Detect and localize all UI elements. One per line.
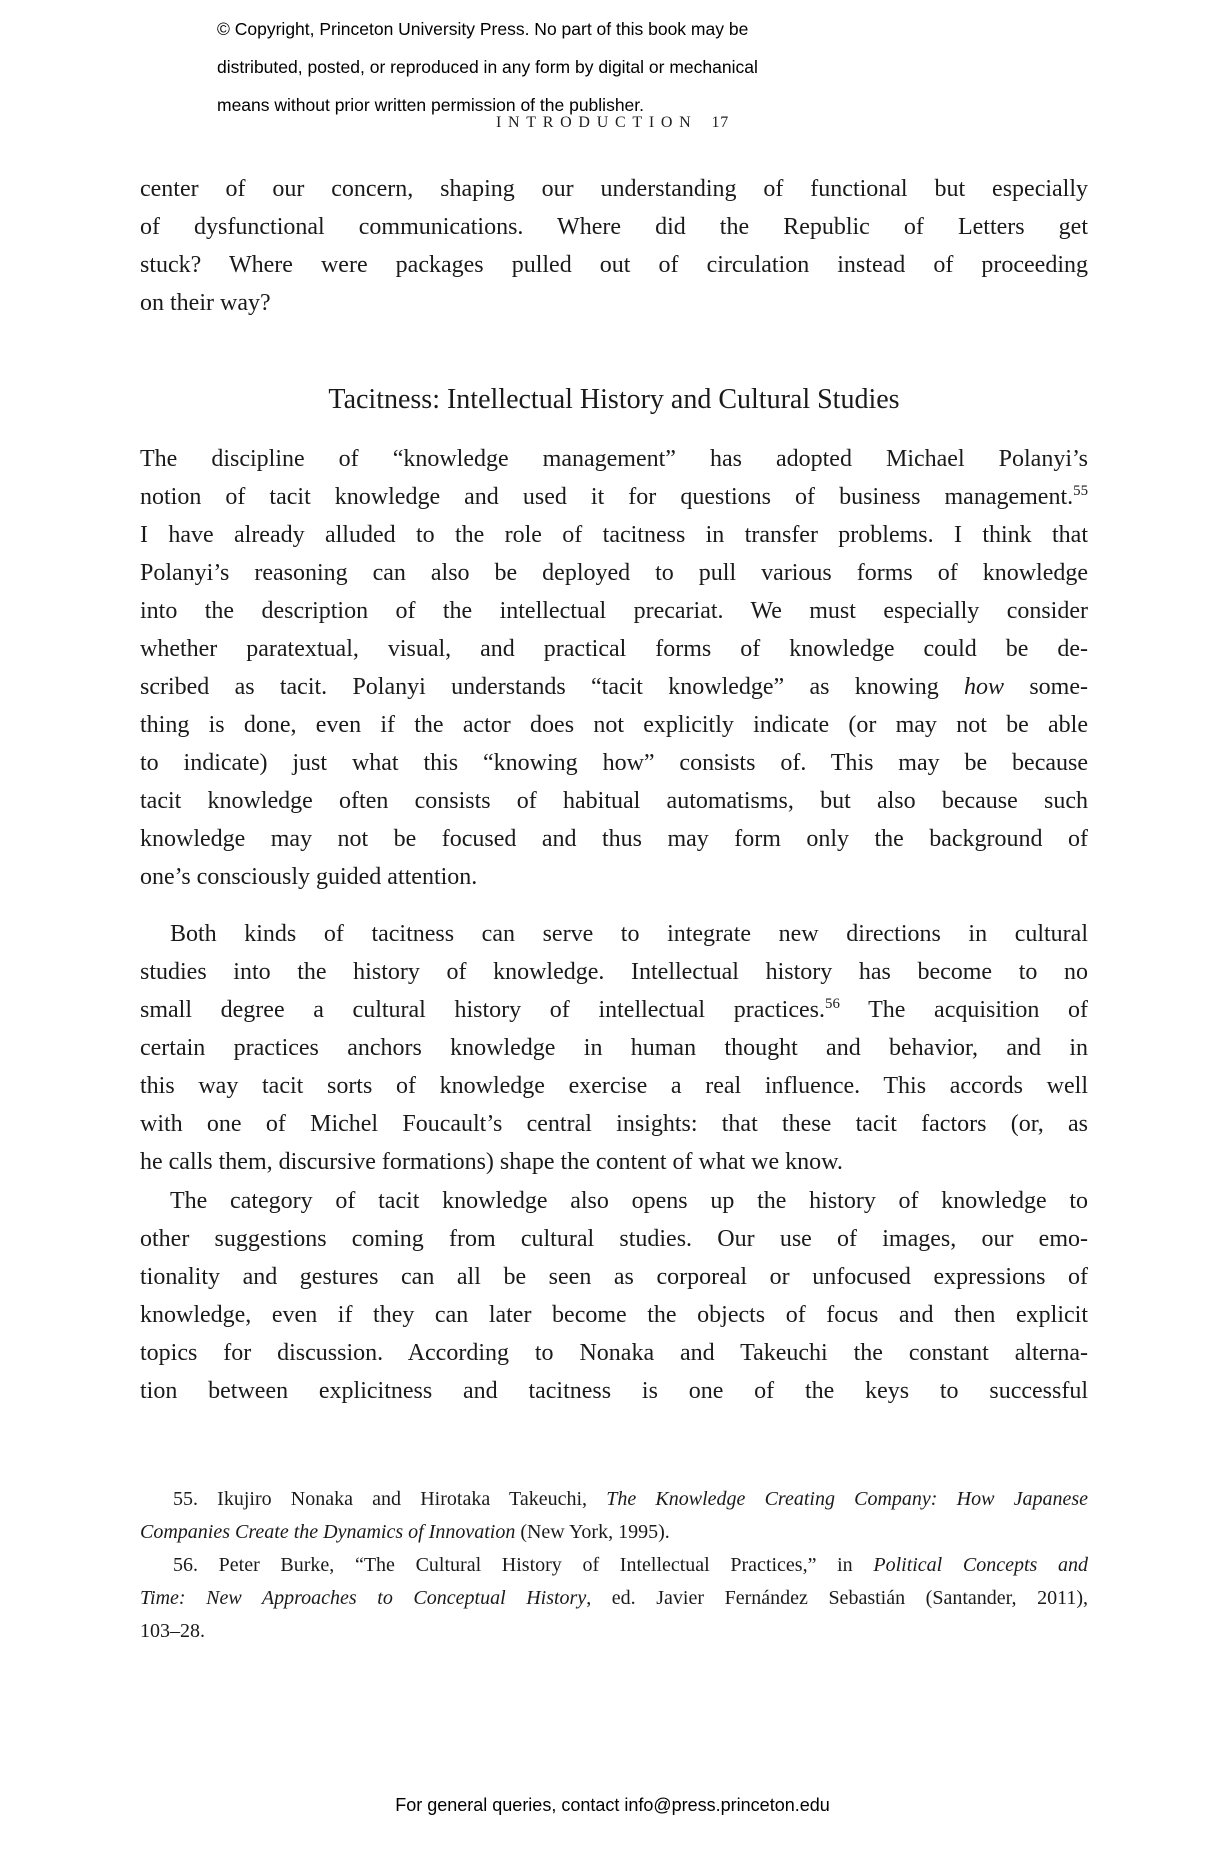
text-line: this way tacit sorts of knowledge exercise a real influence. This accords well <box>140 1073 1088 1099</box>
body-paragraph-1 <box>140 170 1088 322</box>
text-line: center of our concern, shaping our understanding of functional but especially <box>140 176 1088 202</box>
text-line: 56. Peter Burke, “The Cultural History of Intellectual Practices,” in Political Concepts and <box>173 1554 1088 1576</box>
text-line: tacit knowledge often consists of habitual automatisms, but also because such <box>140 788 1088 814</box>
text-line: The discipline of “knowledge management” has adopted Michael Polanyi’s <box>140 446 1088 472</box>
text-line: Time: New Approaches to Conceptual History, ed. Javier Fernández Sebastián (Santander, 2011), <box>140 1587 1088 1609</box>
text-line: certain practices anchors knowledge in human thought and behavior, and in <box>140 1035 1088 1061</box>
text-line: notion of tacit knowledge and used it for questions of business management.$^{55}$ <box>140 483 1088 510</box>
body-paragraph-3 <box>140 915 1088 1181</box>
section-heading: Tacitness: Intellectual History and Cultural Studies <box>328 384 900 415</box>
text-line: Polanyi’s reasoning can also be deployed to pull various forms of knowledge <box>140 560 1088 586</box>
text-line: knowledge may not be focused and thus may form only the background of <box>140 826 1088 852</box>
text-line: The category of tacit knowledge also opens up the history of knowledge to <box>170 1188 1088 1214</box>
text-line: small degree a cultural history of intellectual practices.$^{56}$ The acquisition of <box>140 996 1088 1023</box>
text-line: of dysfunctional communications. Where did the Republic of Letters get <box>140 214 1088 240</box>
text-line: means without prior written permission of the publisher. <box>217 95 645 115</box>
text-line: other suggestions coming from cultural studies. Our use of images, our emo- <box>140 1226 1088 1252</box>
text-line: Both kinds of tacitness can serve to integrate new directions in cultural <box>170 921 1088 947</box>
text-line: © Copyright, Princeton University Press. No part of this book may be <box>217 19 749 39</box>
running-head-section: INTRODUCTION <box>495 114 698 131</box>
text-line: I have already alluded to the role of tacitness in transfer problems. I think that <box>140 522 1088 548</box>
text-line: 103–28. <box>140 1620 205 1642</box>
text-line: knowledge, even if they can later become the objects of focus and then explicit <box>140 1302 1088 1328</box>
text-line: studies into the history of knowledge. Intellectual history has become to no <box>140 959 1088 985</box>
text-line: scribed as tacit. Polanyi understands “tacit knowledge” as knowing how some- <box>140 674 1088 700</box>
text-line: one’s consciously guided attention. <box>140 864 478 890</box>
text-line: on their way? <box>140 290 271 316</box>
footnotes-block <box>140 1483 1088 1648</box>
text-line: with one of Michel Foucault’s central insights: that these tacit factors (or, as <box>140 1111 1088 1137</box>
text-line: topics for discussion. According to Nonaka and Takeuchi the constant alterna- <box>140 1340 1088 1366</box>
text-line: stuck? Where were packages pulled out of circulation instead of proceeding <box>140 252 1088 278</box>
body-paragraph-4 <box>140 1182 1088 1410</box>
body-paragraph-2 <box>140 440 1088 896</box>
page-number: 17 <box>711 114 730 131</box>
copyright-notice <box>217 10 758 124</box>
text-line: thing is done, even if the actor does not explicitly indicate (or may not be able <box>140 712 1088 738</box>
text-line: tionality and gestures can all be seen as corporeal or unfocused expressions of <box>140 1264 1088 1290</box>
text-line: tion between explicitness and tacitness is one of the keys to successful <box>140 1378 1088 1404</box>
text-line: distributed, posted, or reproduced in any form by digital or mechanical <box>217 57 758 77</box>
text-line: into the description of the intellectual precariat. We must especially consider <box>140 598 1088 624</box>
text-line: to indicate) just what this “knowing how” consists of. This may be because <box>140 750 1088 776</box>
running-head <box>0 114 1225 132</box>
text-line: whether paratextual, visual, and practical forms of knowledge could be de- <box>140 636 1088 662</box>
page-footer-queries: For general queries, contact info@press.princeton.edu <box>395 1795 830 1815</box>
text-line: he calls them, discursive formations) shape the content of what we know. <box>140 1149 843 1175</box>
text-line: 55. Ikujiro Nonaka and Hirotaka Takeuchi, The Knowledge Creating Company: How Japanese <box>173 1488 1088 1510</box>
text-line: Companies Create the Dynamics of Innovation (New York, 1995). <box>140 1521 670 1543</box>
